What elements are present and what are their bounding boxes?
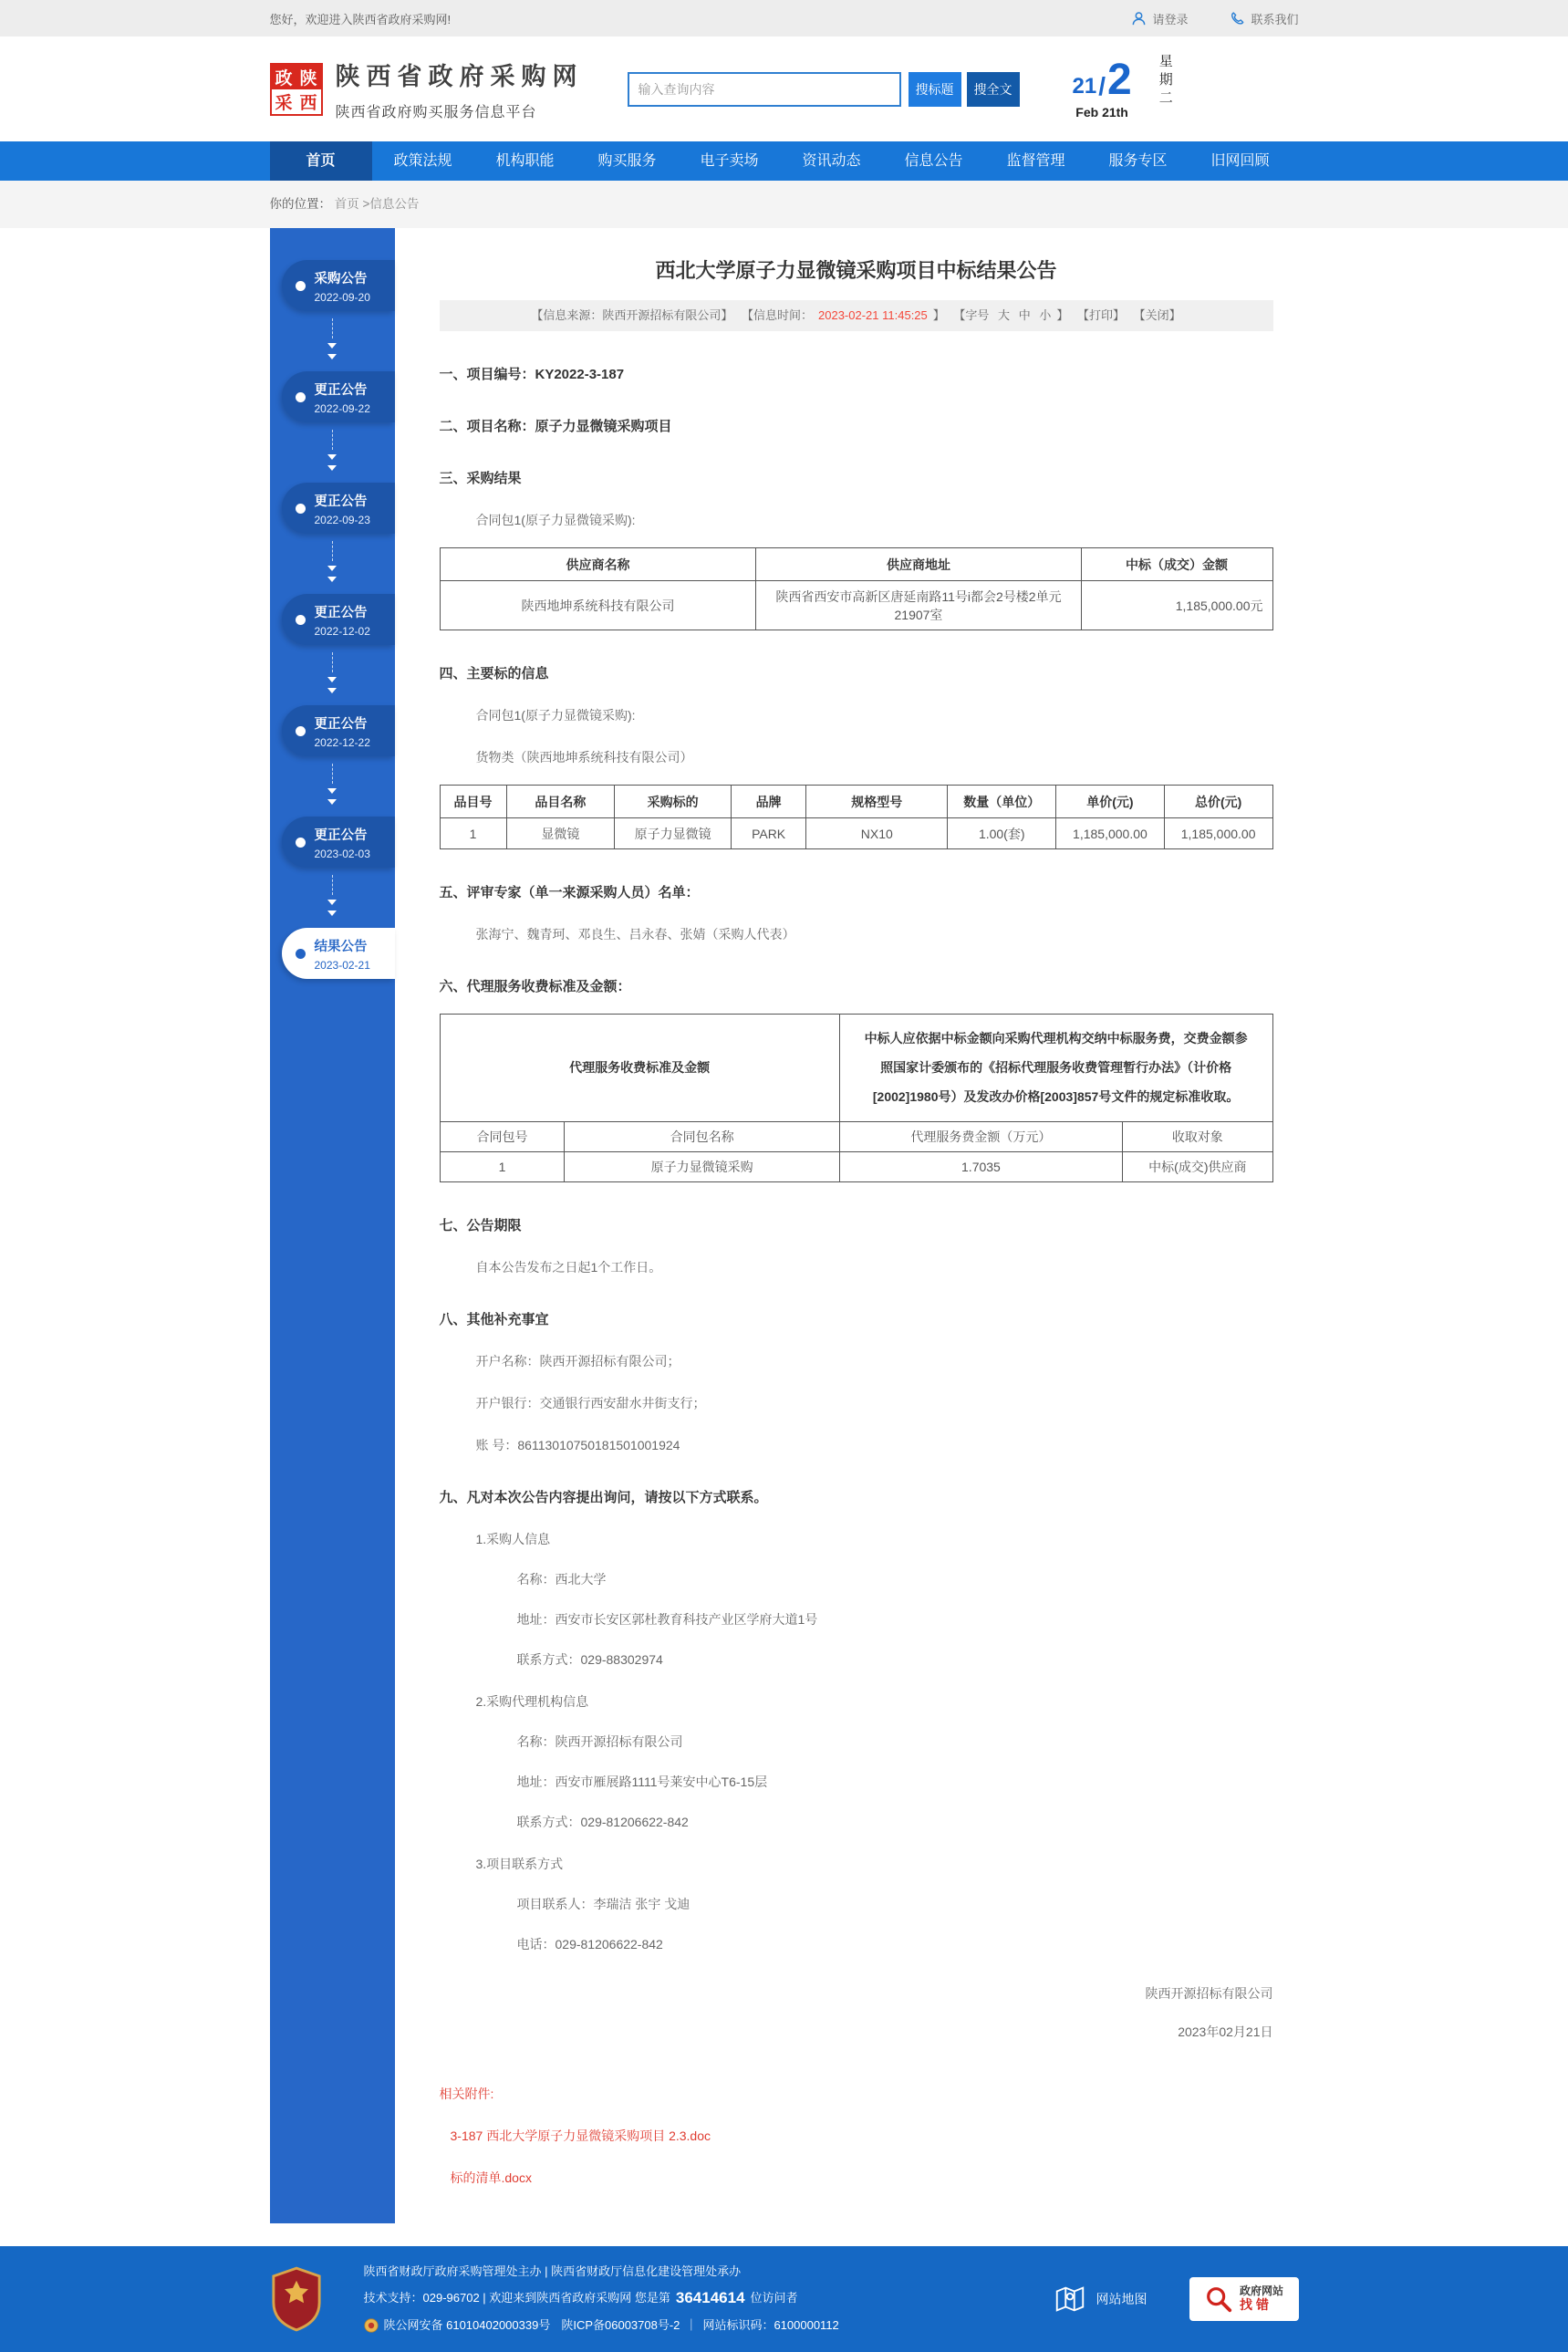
nav-tab-home[interactable]: 首页 [270,141,372,181]
project-contact-person: 项目联系人：李瑞洁 张宇 戈迪 [516,1896,691,1911]
date-widget: 21 / 2 Feb 21th [1072,56,1132,120]
table-header-row: 供应商名称 供应商地址 中标（成交）金额 [440,548,1272,581]
nav-tab-news[interactable]: 资讯动态 [802,153,861,169]
search-bar [628,72,1020,107]
site-footer [0,2246,1568,2352]
main-nav [0,141,1568,181]
goods-category-line: 货物类（陕西地坤系统科技有限公司） [475,750,693,765]
section-period-heading: 七、公告期限 [439,1217,522,1233]
sidebar-item-correction-2[interactable]: 更正公告 2022-09-23 [282,483,395,534]
chevron-down-icon [270,645,395,705]
section-experts-heading: 五、评审专家（单一来源采购人员）名单： [439,885,700,900]
info-time: 2023-02-21 11:45:25 [818,308,928,322]
chevron-down-icon [270,422,395,483]
table-header-row: 代理服务收费标准及金额 中标人应依据中标金额向采购代理机构交纳中标服务费，交费金额参照国家计委颁布的《招标代理服务收费管理暂行办法》（计价格[2002]1980号）及发改办价格[2003]857号文件的规定标准收取。 [440,1015,1272,1122]
nav-tab-announcements[interactable]: 信息公告 [904,153,963,169]
font-size-medium[interactable]: 中 [1018,308,1031,322]
nav-tab-supervision[interactable]: 监督管理 [1006,153,1065,169]
attachment-link-docx[interactable]: 标的清单.docx [450,2170,532,2185]
table-row: 陕西地坤系统科技有限公司 陕西省西安市高新区唐延南路11号i都会2号楼2单元21907室 1,185,000.00元 [440,581,1272,630]
chevron-down-icon [270,311,395,371]
table-header-row: 品目号 品目名称 采购标的 品牌 规格型号 数量（单位） 单价(元) 总价(元) [440,786,1272,818]
sitemap-link[interactable]: 网站地图 [1053,2282,1147,2316]
site-code: 网站标识码：6100000112 [702,2318,839,2333]
breadcrumb-strip [0,181,1568,228]
agency-name: 名称：陕西开源招标有限公司 [516,1733,683,1749]
purchaser-name: 名称：西北大学 [516,1571,607,1587]
sidebar-item-correction-5[interactable]: 更正公告 2023-02-03 [282,817,395,868]
breadcrumb-home-link[interactable]: 首页 [334,197,359,211]
contact-link[interactable]: 联系我们 [1230,10,1298,27]
nav-tab-old-site[interactable]: 旧网回顾 [1210,153,1270,169]
section-supplement-heading: 八、其他补充事宜 [439,1311,549,1327]
nav-tab-service-zone[interactable]: 服务专区 [1108,153,1168,169]
error-report-badge[interactable]: 政府网站 找错 [1189,2277,1299,2321]
section-project-number: 一、项目编号：KY2022-3-187 [439,367,625,382]
footer-support-line: 技术支持：029-96702 | 欢迎来到陕西省政府采购网 您是第 36414614 位访问者 [363,2288,798,2306]
magnifier-icon [1204,2284,1233,2314]
project-contact-phone: 电话：029-81206622-842 [516,1936,663,1951]
sidebar-item-purchase-announcement[interactable]: 采购公告 2022-09-20 [282,260,395,311]
signature-company: 陕西开源招标有限公司 [1145,1985,1273,2001]
section-subject-heading: 四、主要标的信息 [439,666,549,682]
site-title: 陕西省政府采购网 [335,63,584,90]
site-logo[interactable]: 政 陕 采 西 [270,63,323,116]
police-record-link[interactable]: 陕公网安备 61010402000339号 [383,2318,551,2333]
font-size-large[interactable]: 大 [998,308,1011,322]
nav-tab-e-market[interactable]: 电子卖场 [700,153,759,169]
agency-fee-table [440,1014,1273,1182]
weekday-label: 星期二 [1157,53,1173,109]
login-link[interactable]: 请登录 [1131,10,1188,27]
page-title: 西北大学原子力显微镜采购项目中标结果公告 [655,259,1057,282]
search-input[interactable] [628,72,901,107]
timeline-dot [296,949,306,959]
nav-tab-purchase-service[interactable]: 购买服务 [597,153,657,169]
footer-registration-line: 陕公网安备 61010402000339号 陕ICP备06003708号-2 ｜ 网站标识码：6100000112 [364,2318,839,2333]
signature-block [440,1984,1273,2041]
account-name-line: 开户名称：陕西开源招标有限公司； [475,1353,680,1369]
welcome-text: 您好，欢迎进入陕西省政府采购网! [269,12,452,26]
timeline-dot [296,392,306,402]
section-agency-fee-heading: 六、代理服务收费标准及金额： [439,979,631,994]
attachment-link-doc[interactable]: 3-187 西北大学原子力显微镜采购项目 2.3.doc [450,2128,711,2143]
item-detail-table [440,785,1273,849]
table-subheader-row: 合同包号 合同包名称 代理服务费金额（万元） 收取对象 [440,1121,1272,1151]
attachments-block [440,2085,1273,2187]
search-title-button[interactable]: 搜标题 [909,72,961,107]
info-source: 【信息来源：陕西开源招标有限公司】 [531,308,733,322]
attachments-label: 相关附件: [439,2086,494,2101]
table-row: 1 显微镜 原子力显微镜 PARK NX10 1.00(套) 1,185,000.00 1,185,000.00 [440,818,1272,849]
government-shield-icon [270,2266,323,2332]
purchaser-address: 地址：西安市长安区郭杜教育科技产业区学府大道1号 [516,1611,818,1627]
purchaser-info-title: 1.采购人信息 [475,1531,551,1546]
breadcrumb: 你的位置： 首页 >信息公告 [269,197,420,211]
sidebar-item-result-announcement[interactable]: 结果公告 2023-02-21 [282,928,395,979]
chevron-down-icon [270,756,395,817]
timeline-dot [296,504,306,514]
timeline-dot [296,281,306,291]
section-result-heading: 三、采购结果 [439,471,522,486]
close-button[interactable]: 【关闭】 [1133,308,1181,322]
search-fulltext-button[interactable]: 搜全文 [967,72,1020,107]
section-contact-heading: 九、凡对本次公告内容提出询问，请按以下方式联系。 [439,1489,768,1505]
contract-package-line: 合同包1(原子力显微镜采购): [475,708,636,723]
fee-standard-note: 中标人应依据中标金额向采购代理机构交纳中标服务费，交费金额参照国家计委颁布的《招标代理服务收费管理暂行办法》（计价格[2002]1980号）及发改办价格[2003]857号文件的规定标准收取。 [839,1015,1272,1122]
icp-number: 陕ICP备06003708号-2 [561,2318,680,2333]
signature-date: 2023年02月21日 [1178,2024,1273,2039]
site-header [0,36,1568,141]
agency-info-title: 2.采购代理机构信息 [475,1693,589,1709]
breadcrumb-current: >信息公告 [362,197,420,211]
supplier-result-table [440,547,1273,630]
nav-tab-policies[interactable]: 政策法规 [393,153,452,169]
purchaser-phone: 联系方式：029-88302974 [516,1651,663,1667]
chevron-down-icon [270,534,395,594]
account-number-line: 账 号：86113010750181501001924 [475,1437,680,1452]
agency-address: 地址：西安市雁展路1111号莱安中心T6-15层 [516,1774,768,1789]
project-contact-title: 3.项目联系方式 [475,1856,564,1871]
bank-line: 开户银行：交通银行西安甜水井街支行； [475,1395,706,1410]
footer-sponsor-line: 陕西省财政厅政府采购管理处主办 | 陕西省财政厅信息化建设管理处承办 [363,2264,742,2278]
contract-package-line: 合同包1(原子力显微镜采购): [475,513,636,527]
print-button[interactable]: 【打印】 [1076,308,1125,322]
font-size-small[interactable]: 小 [1039,308,1052,322]
agency-phone: 联系方式：029-81206622-842 [516,1814,689,1829]
top-bar [0,0,1568,36]
info-time-label: 【信息时间： [742,308,814,322]
sidebar-item-correction-3[interactable]: 更正公告 2022-12-02 [282,594,395,645]
site-subtitle: 陕西省政府购买服务信息平台 [335,105,537,120]
police-badge-icon [364,2318,379,2333]
table-row: 1 原子力显微镜采购 1.7035 中标(成交)供应商 [440,1151,1272,1181]
chevron-down-icon [270,868,395,928]
section-project-name: 二、项目名称：原子力显微镜采购项目 [439,419,672,434]
sidebar-item-correction-1[interactable]: 更正公告 2022-09-22 [282,371,395,422]
user-icon [1131,11,1147,26]
experts-names: 张海宁、魏青珂、邓良生、吕永春、张婧（采购人代表） [475,927,795,942]
nav-tab-functions[interactable]: 机构职能 [495,153,555,169]
visitor-count: 36414614 [675,2288,745,2306]
timeline-dot [296,838,306,848]
period-text: 自本公告发布之日起1个工作日。 [475,1259,662,1275]
phone-icon [1230,11,1245,26]
article-meta-bar: 【信息来源：陕西开源招标有限公司】 【信息时间： 2023-02-21 11:45:25 】 【字号 大 中 小 】 【打印】 【关闭】 [440,300,1273,331]
timeline-dot [296,615,306,625]
sidebar-item-correction-4[interactable]: 更正公告 2022-12-22 [282,705,395,756]
timeline-dot [296,726,306,736]
announcement-timeline-sidebar [270,228,395,2223]
map-icon [1053,2282,1087,2316]
announcement-article [395,228,1299,2223]
